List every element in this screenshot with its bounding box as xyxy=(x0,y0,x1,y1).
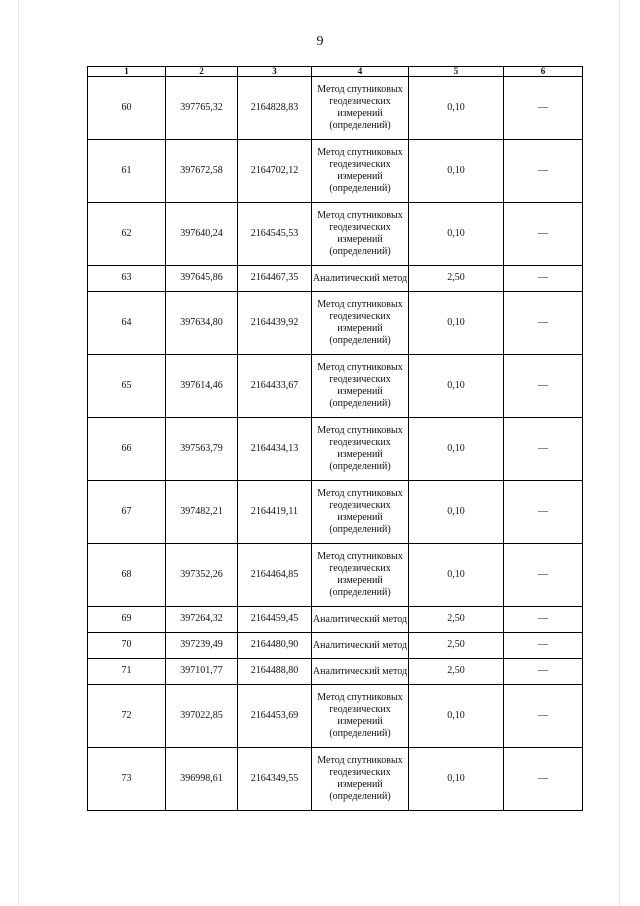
dash-mark: — xyxy=(538,709,548,721)
method-text: Метод спутниковых геодезических измерений (определений) xyxy=(317,146,403,195)
x-coordinate-cell xyxy=(166,633,238,659)
x-coordinate-text: 397022,85 xyxy=(180,709,223,721)
note-cell xyxy=(504,685,583,748)
y-coordinate-cell xyxy=(238,607,312,633)
method-text: Аналитический метод xyxy=(312,614,408,625)
point-number-text: 72 xyxy=(121,709,132,721)
method-text: Метод спутниковых геодезических измерений (определений) xyxy=(317,424,403,473)
point-number-text: 73 xyxy=(121,772,132,784)
y-coordinate-cell xyxy=(238,203,312,266)
x-coordinate-cell xyxy=(166,292,238,355)
point-number-cell xyxy=(88,659,166,685)
method-cell xyxy=(312,292,409,355)
note-cell xyxy=(504,607,583,633)
accuracy-cell xyxy=(409,355,504,418)
method-text: Метод спутниковых геодезических измерений (определений) xyxy=(317,83,403,132)
point-number-cell xyxy=(88,266,166,292)
y-coordinate-text: 2164419,11 xyxy=(250,505,299,517)
note-cell xyxy=(504,77,583,140)
x-coordinate-cell xyxy=(166,418,238,481)
x-coordinate-cell xyxy=(166,355,238,418)
y-coordinate-text: 2164467,35 xyxy=(250,272,299,284)
header-cell-1: 1 xyxy=(88,67,166,77)
x-coordinate-text: 397239,49 xyxy=(180,639,223,651)
dash-mark: — xyxy=(538,568,548,580)
accuracy-text: 0,10 xyxy=(447,316,465,328)
table-row xyxy=(88,203,583,266)
point-number-text: 62 xyxy=(121,227,132,239)
header-cell-4: 4 xyxy=(312,67,409,77)
table-row xyxy=(88,544,583,607)
y-coordinate-cell xyxy=(238,544,312,607)
y-coordinate-text: 2164349,55 xyxy=(250,772,299,784)
y-coordinate-text: 2164828,83 xyxy=(250,101,299,113)
point-number-text: 66 xyxy=(121,442,132,454)
dash-mark: — xyxy=(538,164,548,176)
method-text: Метод спутниковых геодезических измерений (определений) xyxy=(317,754,403,803)
point-number-text: 61 xyxy=(121,164,132,176)
page-number: 9 xyxy=(316,34,324,49)
y-coordinate-text: 2164480,90 xyxy=(250,639,299,651)
accuracy-text: 0,10 xyxy=(447,709,465,721)
dash-mark: — xyxy=(538,772,548,784)
x-coordinate-cell xyxy=(166,748,238,811)
table-row xyxy=(88,659,583,685)
header-cell-2: 2 xyxy=(166,67,238,77)
y-coordinate-cell xyxy=(238,418,312,481)
accuracy-cell xyxy=(409,140,504,203)
x-coordinate-text: 397563,79 xyxy=(180,442,223,454)
x-coordinate-cell xyxy=(166,685,238,748)
y-coordinate-cell xyxy=(238,77,312,140)
method-text: Метод спутниковых геодезических измерений (определений) xyxy=(317,487,403,536)
table-row xyxy=(88,607,583,633)
accuracy-text: 0,10 xyxy=(447,101,465,113)
method-cell xyxy=(312,633,409,659)
point-number-text: 60 xyxy=(121,101,132,113)
accuracy-text: 2,50 xyxy=(447,665,465,677)
point-number-cell xyxy=(88,77,166,140)
accuracy-cell xyxy=(409,481,504,544)
x-coordinate-text: 397264,32 xyxy=(180,613,223,625)
point-number-text: 70 xyxy=(121,639,132,651)
y-coordinate-text: 2164459,45 xyxy=(250,613,299,625)
table-row xyxy=(88,140,583,203)
accuracy-text: 0,10 xyxy=(447,772,465,784)
table-header-row xyxy=(88,67,583,77)
point-number-cell xyxy=(88,748,166,811)
point-number-cell xyxy=(88,685,166,748)
note-cell xyxy=(504,633,583,659)
x-coordinate-cell xyxy=(166,140,238,203)
point-number-cell xyxy=(88,292,166,355)
y-coordinate-text: 2164702,12 xyxy=(250,164,299,176)
dash-mark: — xyxy=(538,101,548,113)
coordinates-table xyxy=(87,66,583,811)
dash-mark: — xyxy=(538,639,548,651)
point-number-text: 65 xyxy=(121,379,132,391)
accuracy-cell xyxy=(409,544,504,607)
accuracy-cell xyxy=(409,292,504,355)
x-coordinate-cell xyxy=(166,481,238,544)
scan-left-edge xyxy=(18,0,19,906)
accuracy-text: 0,10 xyxy=(447,505,465,517)
x-coordinate-text: 397672,58 xyxy=(180,164,223,176)
point-number-text: 67 xyxy=(121,505,132,517)
point-number-cell xyxy=(88,203,166,266)
x-coordinate-cell xyxy=(166,659,238,685)
method-text: Метод спутниковых геодезических измерений (определений) xyxy=(317,550,403,599)
method-text: Метод спутниковых геодезических измерений (определений) xyxy=(317,209,403,258)
y-coordinate-text: 2164464,85 xyxy=(250,568,299,580)
method-cell xyxy=(312,266,409,292)
note-cell xyxy=(504,748,583,811)
x-coordinate-text: 397352,26 xyxy=(180,568,223,580)
x-coordinate-text: 397645,86 xyxy=(180,272,223,284)
accuracy-cell xyxy=(409,266,504,292)
accuracy-text: 0,10 xyxy=(447,379,465,391)
method-text: Аналитический метод xyxy=(312,666,408,677)
method-cell xyxy=(312,77,409,140)
point-number-cell xyxy=(88,633,166,659)
method-cell xyxy=(312,418,409,481)
method-cell xyxy=(312,607,409,633)
method-cell xyxy=(312,544,409,607)
method-cell xyxy=(312,203,409,266)
accuracy-cell xyxy=(409,607,504,633)
table-row xyxy=(88,77,583,140)
method-cell xyxy=(312,140,409,203)
method-text: Аналитический метод xyxy=(312,640,408,651)
x-coordinate-text: 397482,21 xyxy=(180,505,223,517)
method-cell xyxy=(312,355,409,418)
y-coordinate-cell xyxy=(238,355,312,418)
y-coordinate-cell xyxy=(238,140,312,203)
accuracy-text: 0,10 xyxy=(447,442,465,454)
x-coordinate-text: 397765,32 xyxy=(180,101,223,113)
table-row xyxy=(88,292,583,355)
table-row xyxy=(88,481,583,544)
method-text: Аналитический метод xyxy=(312,273,408,284)
dash-mark: — xyxy=(538,272,548,284)
point-number-text: 71 xyxy=(121,665,132,677)
point-number-text: 69 xyxy=(121,613,132,625)
y-coordinate-text: 2164545,53 xyxy=(250,227,299,239)
note-cell xyxy=(504,140,583,203)
accuracy-cell xyxy=(409,659,504,685)
header-cell-3: 3 xyxy=(238,67,312,77)
dash-mark: — xyxy=(538,316,548,328)
note-cell xyxy=(504,481,583,544)
method-cell xyxy=(312,659,409,685)
point-number-cell xyxy=(88,607,166,633)
note-cell xyxy=(504,544,583,607)
accuracy-text: 2,50 xyxy=(447,272,465,284)
table-row xyxy=(88,633,583,659)
accuracy-cell xyxy=(409,685,504,748)
point-number-text: 63 xyxy=(121,272,132,284)
table-row xyxy=(88,266,583,292)
point-number-text: 64 xyxy=(121,316,132,328)
point-number-cell xyxy=(88,481,166,544)
dash-mark: — xyxy=(538,442,548,454)
method-cell xyxy=(312,685,409,748)
point-number-cell xyxy=(88,544,166,607)
table-row xyxy=(88,418,583,481)
x-coordinate-cell xyxy=(166,544,238,607)
dash-mark: — xyxy=(538,665,548,677)
x-coordinate-text: 396998,61 xyxy=(180,772,223,784)
y-coordinate-text: 2164434,13 xyxy=(250,442,299,454)
note-cell xyxy=(504,292,583,355)
accuracy-text: 2,50 xyxy=(447,613,465,625)
x-coordinate-text: 397101,77 xyxy=(180,665,223,677)
accuracy-text: 0,10 xyxy=(447,568,465,580)
y-coordinate-cell xyxy=(238,685,312,748)
dash-mark: — xyxy=(538,379,548,391)
y-coordinate-cell xyxy=(238,481,312,544)
y-coordinate-text: 2164439,92 xyxy=(250,316,299,328)
header-cell-6: 6 xyxy=(504,67,583,77)
table-row xyxy=(88,355,583,418)
header-cell-5: 5 xyxy=(409,67,504,77)
point-number-cell xyxy=(88,140,166,203)
x-coordinate-cell xyxy=(166,77,238,140)
accuracy-cell xyxy=(409,418,504,481)
y-coordinate-text: 2164453,69 xyxy=(250,709,299,721)
method-cell xyxy=(312,481,409,544)
table-row xyxy=(88,748,583,811)
table-body xyxy=(88,67,583,811)
note-cell xyxy=(504,355,583,418)
x-coordinate-cell xyxy=(166,607,238,633)
method-text: Метод спутниковых геодезических измерений (определений) xyxy=(317,298,403,347)
method-cell xyxy=(312,748,409,811)
note-cell xyxy=(504,203,583,266)
y-coordinate-cell xyxy=(238,659,312,685)
accuracy-cell xyxy=(409,77,504,140)
point-number-cell xyxy=(88,355,166,418)
accuracy-cell xyxy=(409,748,504,811)
accuracy-text: 0,10 xyxy=(447,227,465,239)
accuracy-text: 2,50 xyxy=(447,639,465,651)
note-cell xyxy=(504,418,583,481)
point-number-cell xyxy=(88,418,166,481)
y-coordinate-cell xyxy=(238,748,312,811)
method-text: Метод спутниковых геодезических измерений (определений) xyxy=(317,691,403,740)
y-coordinate-cell xyxy=(238,266,312,292)
x-coordinate-cell xyxy=(166,203,238,266)
dash-mark: — xyxy=(538,227,548,239)
x-coordinate-text: 397614,46 xyxy=(180,379,223,391)
accuracy-cell xyxy=(409,633,504,659)
accuracy-text: 0,10 xyxy=(447,164,465,176)
x-coordinate-text: 397634,80 xyxy=(180,316,223,328)
x-coordinate-cell xyxy=(166,266,238,292)
accuracy-cell xyxy=(409,203,504,266)
note-cell xyxy=(504,266,583,292)
x-coordinate-text: 397640,24 xyxy=(180,227,223,239)
dash-mark: — xyxy=(538,505,548,517)
method-text: Метод спутниковых геодезических измерений (определений) xyxy=(317,361,403,410)
y-coordinate-cell xyxy=(238,633,312,659)
dash-mark: — xyxy=(538,613,548,625)
table-row xyxy=(88,685,583,748)
y-coordinate-cell xyxy=(238,292,312,355)
y-coordinate-text: 2164433,67 xyxy=(250,379,299,391)
y-coordinate-text: 2164488,80 xyxy=(250,665,299,677)
scan-right-edge xyxy=(619,0,620,906)
note-cell xyxy=(504,659,583,685)
point-number-text: 68 xyxy=(121,568,132,580)
